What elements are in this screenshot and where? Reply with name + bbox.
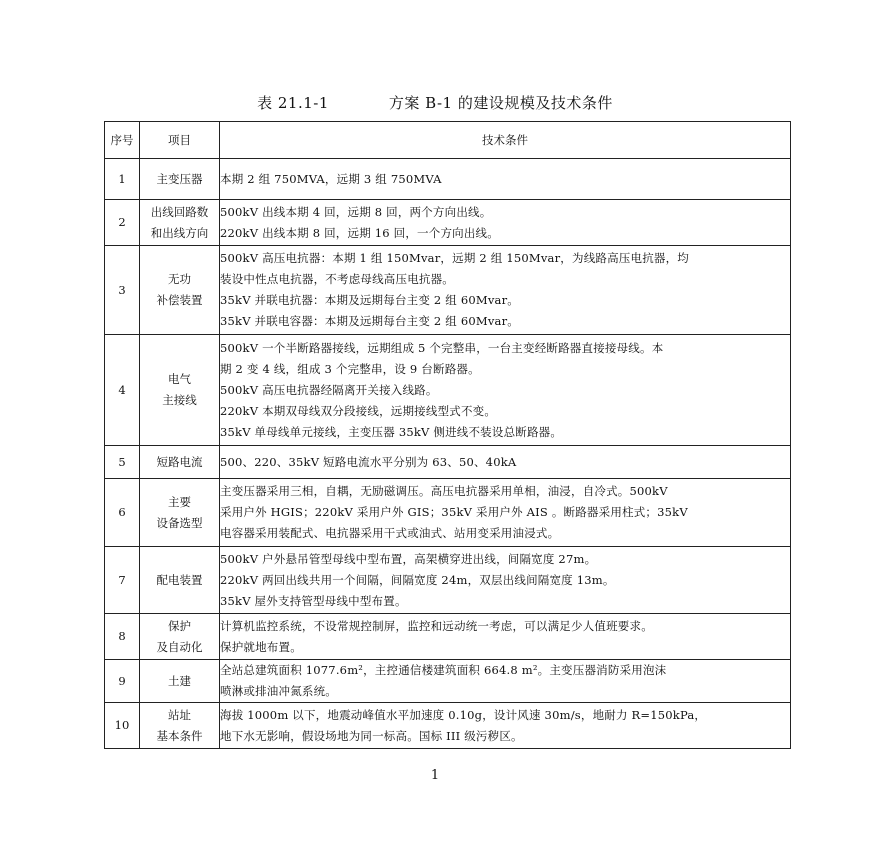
row-item-line: 及自动化 xyxy=(156,639,203,654)
table-row xyxy=(105,479,791,547)
row-tech-line: 35kV 屋外支持管型母线中型布置。 xyxy=(220,593,407,608)
row-seq: 8 xyxy=(105,614,140,660)
row-item xyxy=(140,703,220,749)
page-number: 1 xyxy=(430,768,440,783)
spec-table xyxy=(104,121,791,749)
row-tech-line: 主变压器采用三相，自耦，无励磁调压。高压电抗器采用单相，油浸，自冷式。500kV xyxy=(220,484,668,498)
row-item-line: 无功 xyxy=(168,272,191,286)
row-tech-line: 期 2 变 4 线，组成 3 个完整串，设 9 台断路器。 xyxy=(220,361,480,376)
row-item xyxy=(140,335,220,446)
row-tech-line: 本期 2 组 750MVA，远期 3 组 750MVA xyxy=(220,171,442,186)
row-seq: 7 xyxy=(105,547,140,614)
row-item-line: 和出线方向 xyxy=(150,225,209,240)
row-item-line: 出线回路数 xyxy=(150,204,209,219)
row-tech xyxy=(220,660,791,703)
row-tech-line: 35kV 单母线单元接线，主变压器 35kV 侧进线不装设总断路器。 xyxy=(220,424,563,439)
row-item xyxy=(140,200,220,246)
header-tech: 技术条件 xyxy=(220,122,791,159)
row-item-line: 补偿装置 xyxy=(156,293,203,307)
row-item xyxy=(140,246,220,335)
header-seq: 序号 xyxy=(105,122,140,159)
row-tech xyxy=(220,335,791,446)
table-row xyxy=(105,547,791,614)
row-tech xyxy=(220,446,791,479)
row-tech-line: 地下水无影响，假设场地为同一标高。国标 III 级污秽区。 xyxy=(220,728,523,743)
row-item xyxy=(140,660,220,703)
row-tech-line: 保护就地布置。 xyxy=(220,639,302,654)
row-tech xyxy=(220,547,791,614)
row-tech-line: 35kV 并联电容器：本期及远期每台主变 2 组 60Mvar。 xyxy=(220,314,520,328)
table-row xyxy=(105,159,791,200)
row-tech-line: 500kV 户外悬吊管型母线中型布置，高架横穿进出线，间隔宽度 27m。 xyxy=(220,551,597,566)
table-row xyxy=(105,246,791,335)
header-item: 项目 xyxy=(140,122,220,159)
row-item-line: 基本条件 xyxy=(156,728,203,743)
row-tech-line: 220kV 本期双母线双分段接线，远期接线型式不变。 xyxy=(220,403,497,418)
row-item xyxy=(140,547,220,614)
row-tech-line: 220kV 两回出线共用一个间隔，间隔宽度 24m，双层出线间隔宽度 13m。 xyxy=(220,572,615,587)
row-item-line: 配电装置 xyxy=(156,572,203,587)
row-tech xyxy=(220,200,791,246)
row-tech xyxy=(220,614,791,660)
row-tech-line: 500、220、35kV 短路电流水平分别为 63、50、40kA xyxy=(220,454,517,469)
row-tech xyxy=(220,703,791,749)
row-tech-line: 35kV 并联电抗器：本期及远期每台主变 2 组 60Mvar。 xyxy=(220,293,520,307)
row-tech-line: 500kV 一个半断路器接线，远期组成 5 个完整串，一台主变经断路器直接接母线。本 xyxy=(220,340,664,355)
row-seq: 9 xyxy=(105,660,140,703)
row-tech-line: 喷淋或排油冲氮系统。 xyxy=(220,684,337,698)
table-number: 表 21.1-1 xyxy=(257,94,329,112)
table-row xyxy=(105,200,791,246)
row-item-line: 电气 xyxy=(168,372,191,386)
row-seq: 2 xyxy=(105,200,140,246)
row-tech-line: 500kV 出线本期 4 回，远期 8 回，两个方向出线。 xyxy=(220,204,492,219)
row-tech xyxy=(220,479,791,547)
row-item xyxy=(140,446,220,479)
row-item-line: 站址 xyxy=(168,707,191,722)
row-tech-line: 220kV 出线本期 8 回，远期 16 回，一个方向出线。 xyxy=(220,225,499,240)
row-item xyxy=(140,479,220,547)
table-caption xyxy=(0,92,870,113)
row-item xyxy=(140,159,220,200)
row-item-line: 主接线 xyxy=(162,393,197,407)
row-seq: 3 xyxy=(105,246,140,335)
row-item xyxy=(140,614,220,660)
table-title: 方案 B-1 的建设规模及技术条件 xyxy=(388,94,613,112)
table-row xyxy=(105,335,791,446)
row-item-line: 保护 xyxy=(168,618,191,633)
row-seq: 6 xyxy=(105,479,140,547)
table-row xyxy=(105,446,791,479)
row-tech xyxy=(220,246,791,335)
table-row xyxy=(105,614,791,660)
row-tech-line: 全站总建筑面积 1077.6m²，主控通信楼建筑面积 664.8 m²。主变压器消防采用泡沫 xyxy=(220,663,667,677)
table-row xyxy=(105,660,791,703)
row-tech xyxy=(220,159,791,200)
row-tech-line: 装设中性点电抗器，不考虑母线高压电抗器。 xyxy=(220,272,454,286)
row-item-line: 主要 xyxy=(168,494,191,509)
row-item-line: 短路电流 xyxy=(156,454,203,469)
row-item-line: 设备选型 xyxy=(156,515,203,530)
table-row xyxy=(105,703,791,749)
row-seq: 5 xyxy=(105,446,140,479)
row-seq: 4 xyxy=(105,335,140,446)
row-item-line: 主变压器 xyxy=(156,171,203,186)
row-tech-line: 500kV 高压电抗器经隔离开关接入线路。 xyxy=(220,382,438,397)
row-tech-line: 500kV 高压电抗器：本期 1 组 150Mvar，远期 2 组 150Mvar，为线路高压电抗器，均 xyxy=(220,251,689,265)
row-item-line: 土建 xyxy=(168,673,191,688)
row-seq: 1 xyxy=(105,159,140,200)
row-tech-line: 海拔 1000m 以下，地震动峰值水平加速度 0.10g，设计风速 30m/s，地耐力 R=150kPa， xyxy=(220,707,707,722)
header-row xyxy=(105,122,791,159)
row-tech-line: 计算机监控系统，不设常规控制屏，监控和远动统一考虑，可以满足少人值班要求。 xyxy=(220,618,653,633)
row-seq: 10 xyxy=(105,703,140,749)
row-tech-line: 电容器采用装配式、电抗器采用干式或油式、站用变采用油浸式。 xyxy=(220,526,560,540)
row-tech-line: 采用户外 HGIS；220kV 采用户外 GIS；35kV 采用户外 AIS 。断路器采用柱式；35kV xyxy=(220,505,688,519)
